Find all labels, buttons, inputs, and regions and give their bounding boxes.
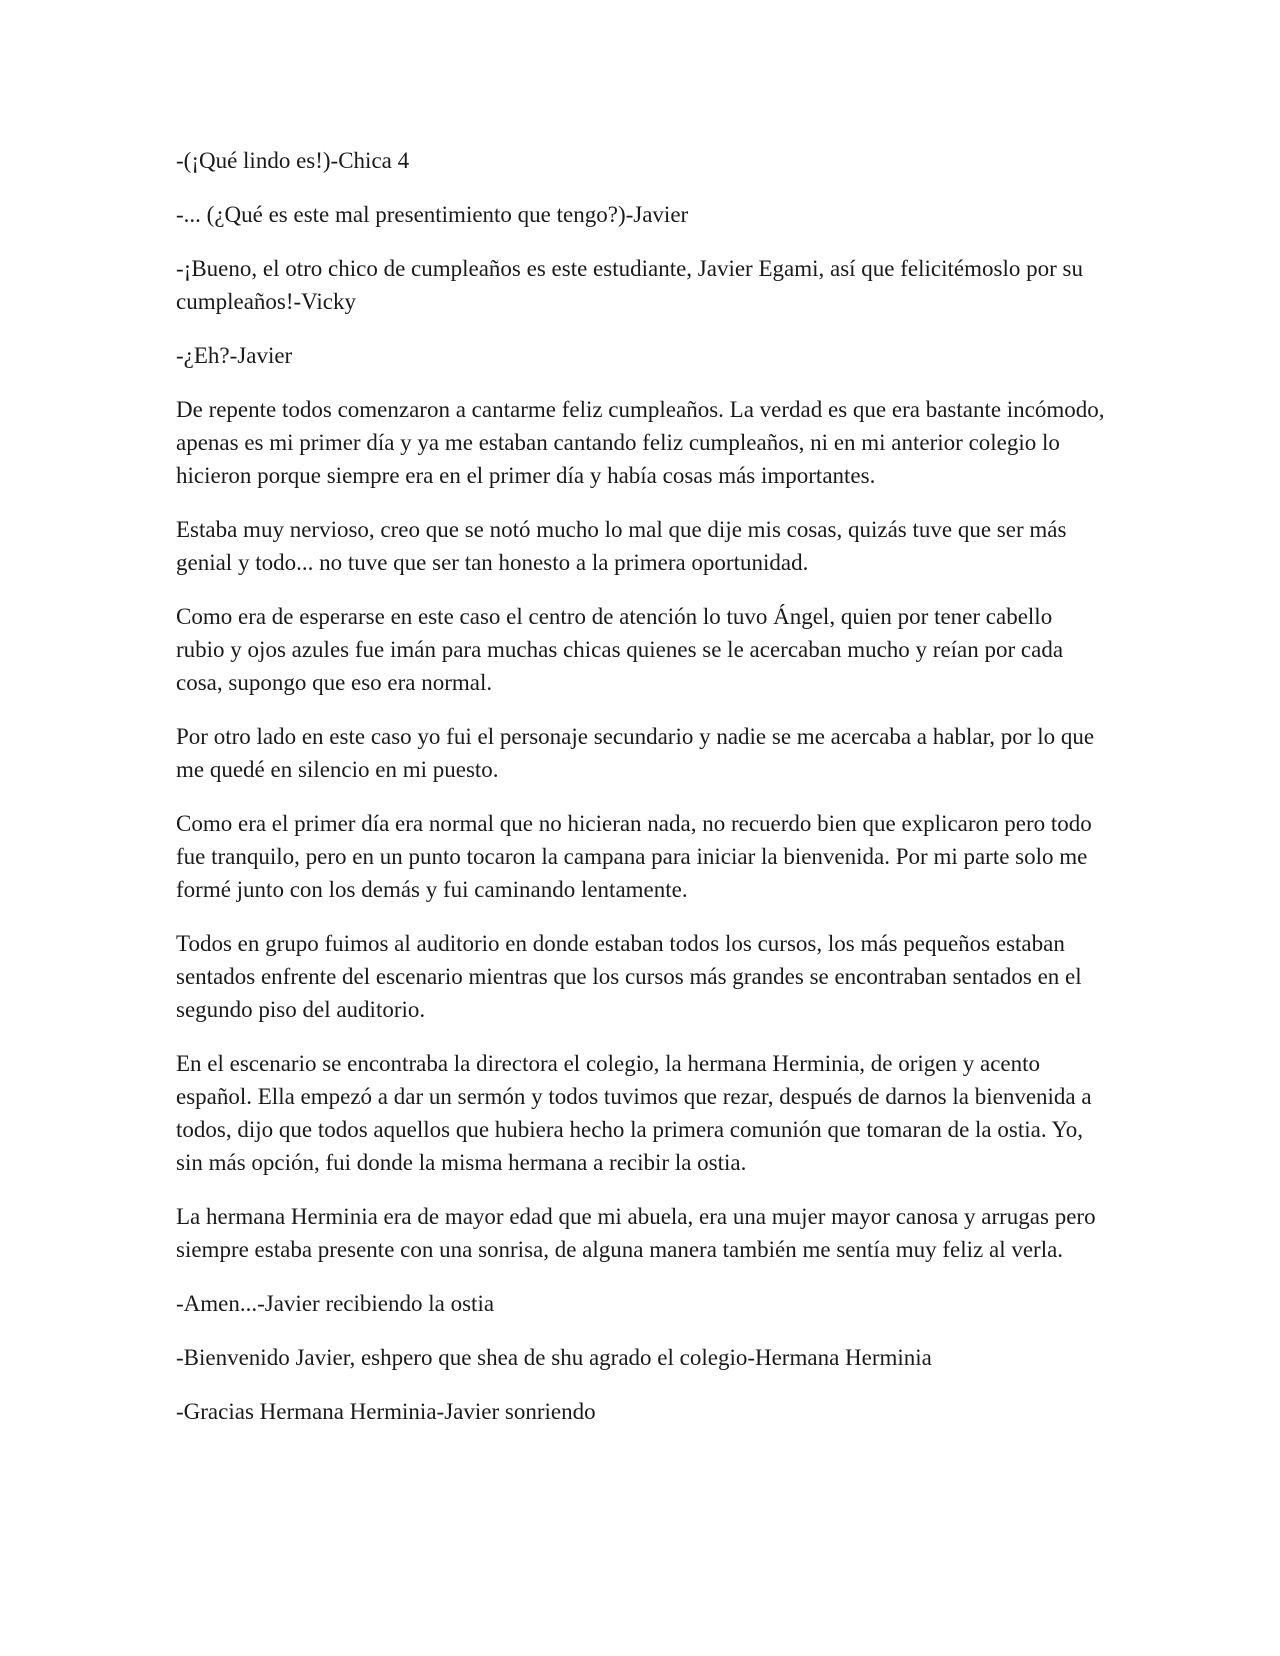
paragraph-3: -¡Bueno, el otro chico de cumpleaños es este estudiante, Javier Egami, así que felicitémoslo por su cumpleaños!-Vicky (176, 256, 1083, 314)
paragraph-1: -(¡Qué lindo es!)-Chica 4 (176, 148, 410, 173)
paragraph-10: Todos en grupo fuimos al auditorio en donde estaban todos los cursos, los más pequeños estaban sentados enfrente del escenario mientras que los cursos más grandes se encontraban sentados en el segundo piso del auditorio. (176, 931, 1082, 1022)
paragraph-12: La hermana Herminia era de mayor edad que mi abuela, era una mujer mayor canosa y arrugas pero siempre estaba presente con una sonrisa, de alguna manera también me sentía muy feliz al verla. (176, 1204, 1096, 1262)
paragraph-11: En el escenario se encontraba la directora el colegio, la hermana Herminia, de origen y acento español. Ella empezó a dar un sermón y todos tuvimos que rezar, después de darnos la bienvenida a todos, dijo que todos aquellos que hubiera hecho la primera comunión que tomaran de la ostia. Yo, sin más opción, fui donde la misma hermana a recibir la ostia. (176, 1051, 1092, 1175)
paragraph-14: -Bienvenido Javier, eshpero que shea de shu agrado el colegio-Hermana Herminia (176, 1345, 932, 1370)
paragraph-2: -... (¿Qué es este mal presentimiento que tengo?)-Javier (176, 202, 689, 227)
paragraph-5: De repente todos comenzaron a cantarme feliz cumpleaños. La verdad es que era bastante incómodo, apenas es mi primer día y ya me estaban cantando feliz cumpleaños, ni en mi anterior colegio lo hicieron porque siempre era en el primer día y había cosas más importantes. (176, 397, 1105, 488)
paragraph-8: Por otro lado en este caso yo fui el personaje secundario y nadie se me acercaba a hablar, por lo que me quedé en silencio en mi puesto. (176, 724, 1095, 782)
paragraph-13: -Amen...-Javier recibiendo la ostia (176, 1291, 495, 1316)
paragraph-15: -Gracias Hermana Herminia-Javier sonriendo (176, 1399, 596, 1424)
document-body (176, 144, 1106, 1449)
paragraph-9: Como era el primer día era normal que no hicieran nada, no recuerdo bien que explicaron pero todo fue tranquilo, pero en un punto tocaron la campana para iniciar la bienvenida. Por mi parte solo me formé junto con los demás y fui caminando lentamente. (176, 811, 1092, 902)
paragraph-6: Estaba muy nervioso, creo que se notó mucho lo mal que dije mis cosas, quizás tuve que ser más genial y todo... no tuve que ser tan honesto a la primera oportunidad. (176, 517, 1067, 575)
paragraph-4: -¿Eh?-Javier (176, 343, 293, 368)
paragraph-7: Como era de esperarse en este caso el centro de atención lo tuvo Ángel, quien por tener cabello rubio y ojos azules fue imán para muchas chicas quienes se le acercaban mucho y reían por cada cosa, supongo que eso era normal. (176, 604, 1064, 695)
